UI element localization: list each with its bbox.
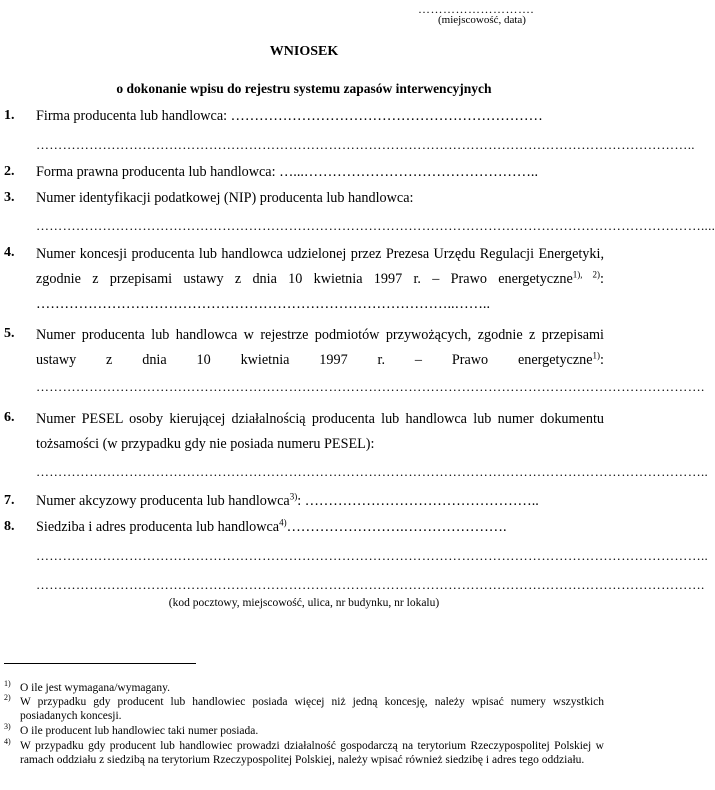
item-4-license (36, 242, 604, 317)
item-8-fill[interactable]: …………………….…………………. (286, 519, 507, 535)
item-6-pesel (36, 407, 604, 457)
place-date-caption: (miejscowość, data) (438, 14, 526, 26)
item-7-label: Numer akcyzowy producenta lub handlowca (36, 493, 290, 509)
item-8-dotline-2[interactable]: ……………………………………………………………………………………………………………………………………. (36, 577, 705, 592)
item-6-label: Numer PESEL osoby kierującej działalnością producenta lub handlowca lub numer dokumentu tożsamości (w przypadku gdy nie posiada numeru PESEL): (36, 411, 604, 452)
item-4-fill[interactable]: : ……………………………………………………………………………..…….. (36, 271, 604, 312)
footnote-mark-2: 2) (4, 693, 11, 702)
item-4-footnote-ref: 1), 2) (572, 269, 601, 280)
item-1-company (36, 108, 604, 125)
date-dotted-field[interactable]: ………………………. (418, 2, 534, 16)
item-7-excise (36, 493, 604, 510)
item-5-footnote-ref: 1) (592, 350, 601, 361)
footnote-3: O ile producent lub handlowiec taki numer posiada. (20, 725, 259, 737)
item-8-label: Siedziba i adres producenta lub handlowca (36, 519, 280, 535)
item-number-4: 4. (4, 245, 15, 260)
footnote-mark-1: 1) (4, 679, 11, 688)
item-number-1: 1. (4, 108, 15, 123)
item-3-dotline[interactable]: …………………………………………………………………………………………………………………………………….... (36, 218, 715, 233)
footnote-2: W przypadku gdy producent lub handlowiec posiada więcej niż jedną koncesję, należy wpisać numery wszystkich posiadanych koncesji. (20, 696, 604, 722)
item-2-label: Forma prawna producenta lub handlowca: (36, 164, 276, 180)
address-caption: (kod pocztowy, miejscowość, ulica, nr budynku, nr lokalu) (168, 597, 440, 609)
document-subtitle: o dokonanie wpisu do rejestru systemu zapasów interwencyjnych (116, 81, 492, 96)
footnote-mark-4: 4) (4, 737, 11, 746)
item-5-dotline[interactable]: ……………………………………………………………………………………………………………………………………. (36, 379, 705, 394)
item-4-label: Numer koncesji producenta lub handlowca udzielonej przez Prezesa Urzędu Regulacji Energetyki, zgodnie z przepisami ustawy z dnia 10 kwietnia 1997 r. – Prawo energetyczne (36, 246, 604, 287)
footnote-mark-3: 3) (4, 722, 11, 731)
footnote-1: O ile jest wymagana/wymagany. (20, 682, 170, 694)
item-number-2: 2. (4, 164, 15, 179)
footnote-4: W przypadku gdy producent lub handlowiec prowadzi działalność gospodarczą na terytorium Rzeczypospolitej Polskiej w ramach oddziału z siedzibą na terytorium Rzeczypospolitej Polskiej, należy wpisać również siedzibę i adres tego oddziału. (20, 740, 604, 766)
item-number-8: 8. (4, 519, 15, 534)
item-5-label: Numer producenta lub handlowca w rejestrze podmiotów przywożących, zgodnie z przepisami ustawy z dnia 10 kwietnia 1997 r. – Prawo energetyczne (36, 327, 604, 368)
item-5-fill: : (600, 352, 604, 368)
item-1-dotline[interactable]: ………………………………………………………………………………………………………………………………….. (36, 137, 695, 152)
item-1-fill[interactable]: ………………………………………………………… (230, 108, 543, 124)
item-number-3: 3. (4, 190, 15, 205)
item-number-7: 7. (4, 493, 15, 508)
item-7-footnote-ref: 3) (289, 491, 298, 502)
item-8-dotline-1[interactable]: …………………………………………………………………………………………………………………………………….. (36, 548, 709, 563)
item-1-label: Firma producenta lub handlowca: (36, 108, 228, 124)
item-5-register (36, 323, 604, 373)
item-8-address (36, 519, 604, 536)
item-number-5: 5. (4, 326, 15, 341)
item-3-nip (36, 190, 604, 207)
item-2-legal-form (36, 164, 604, 181)
item-8-footnote-ref: 4) (279, 517, 287, 528)
item-number-6: 6. (4, 410, 15, 425)
item-3-label: Numer identyfikacji podatkowej (NIP) producenta lub handlowca: (36, 190, 414, 206)
footnote-divider (4, 663, 196, 664)
document-title: WNIOSEK (269, 44, 339, 59)
item-6-dotline[interactable]: …………………………………………………………………………………………………………………………………….. (36, 464, 709, 479)
item-7-fill[interactable]: : ………………………………………….. (297, 493, 539, 509)
item-2-fill[interactable]: …...………………………………………….. (279, 164, 539, 180)
